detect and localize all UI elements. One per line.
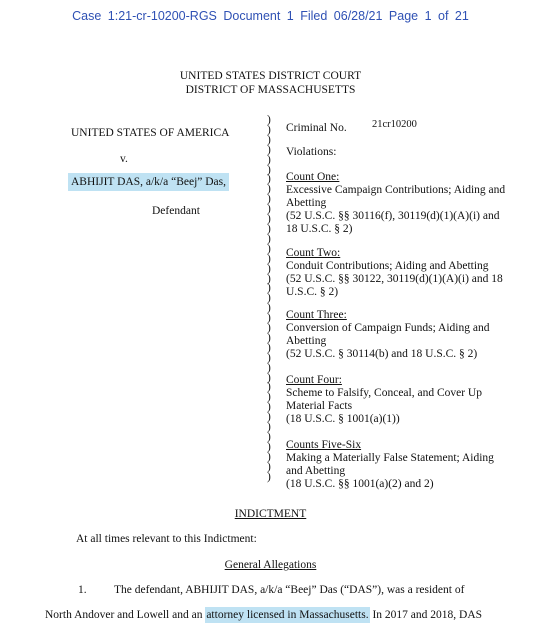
plaintiff-name: UNITED STATES OF AMERICA [71,127,230,139]
versus-label: v. [120,153,128,165]
caption-parentheses: ) ) ) ) ) ) ) ) ) ) ) ) ) ) ) ) ) ) ) ) ) ) ) ) ) ) ) ) ) ) ) ) ) ) ) ) ) [267,114,271,483]
count-four [286,374,482,426]
count-two [286,247,503,299]
count-line: (52 U.S.C. §§ 30122, 30119(d)(1)(A)(i) and 18 [286,273,503,285]
preamble-text: At all times relevant to this Indictment: [76,533,257,545]
count-line: Making a Materially False Statement; Aiding [286,452,494,464]
defendant-role: Defendant [152,205,200,217]
defendant-name-highlight: ABHIJIT DAS, a/k/a “Beej” Das, [68,173,229,191]
count-line: (18 U.S.C. § 1001(a)(1)) [286,413,400,425]
paragraph-number: 1. [78,584,87,596]
count-line: and Abetting [286,465,346,477]
violations-label: Violations: [286,146,337,158]
count-line: Conversion of Campaign Funds; Aiding and [286,322,490,334]
count-line: Excessive Campaign Contributions; Aiding and [286,184,506,196]
count-line: 18 U.S.C. § 2) [286,223,353,235]
counts-five-six [286,439,494,491]
count-line: Material Facts [286,400,353,412]
case-header: Case 1:21-cr-10200-RGS Document 1 Filed 06/28/21 Page 1 of 21 [72,9,469,23]
count-line: Conduit Contributions; Aiding and Abetting [286,260,489,272]
section-heading: General Allegations [224,559,317,571]
paragraph-text: In 2017 and 2018, DAS [369,609,483,621]
count-three [286,309,489,361]
count-line: (52 U.S.C. § 30114(b) and 18 U.S.C. § 2) [286,348,478,360]
court-district: DISTRICT OF MASSACHUSETTS [185,84,356,96]
count-title: Count One: [286,171,340,183]
defendant-name [68,176,229,189]
count-line: Abetting [286,335,327,347]
indictment-title: INDICTMENT [234,508,307,520]
count-one [286,171,505,236]
paragraph-text: North Andover and Lowell and an [45,609,206,621]
count-title: Count Two: [286,247,341,259]
count-line: U.S.C. § 2) [286,286,339,298]
count-title: Counts Five-Six [286,439,362,451]
count-line: Abetting [286,197,327,209]
count-line: Scheme to Falsify, Conceal, and Cover Up [286,387,482,399]
court-name: UNITED STATES DISTRICT COURT [179,70,362,82]
criminal-no-label: Criminal No. [286,122,347,134]
paragraph-line: The defendant, ABHIJIT DAS, a/k/a “Beej” Das (“DAS”), was a resident of [114,584,465,596]
paragraph-line [45,609,482,622]
count-line: (52 U.S.C. §§ 30116(f), 30119(d)(1)(A)(i) and [286,210,500,222]
criminal-no-value: 21cr10200 [372,119,417,130]
count-line: (18 U.S.C. §§ 1001(a)(2) and 2) [286,478,434,490]
highlighted-text: attorney licensed in Massachusetts. [206,609,369,621]
count-title: Count Four: [286,374,342,386]
count-title: Count Three: [286,309,347,321]
